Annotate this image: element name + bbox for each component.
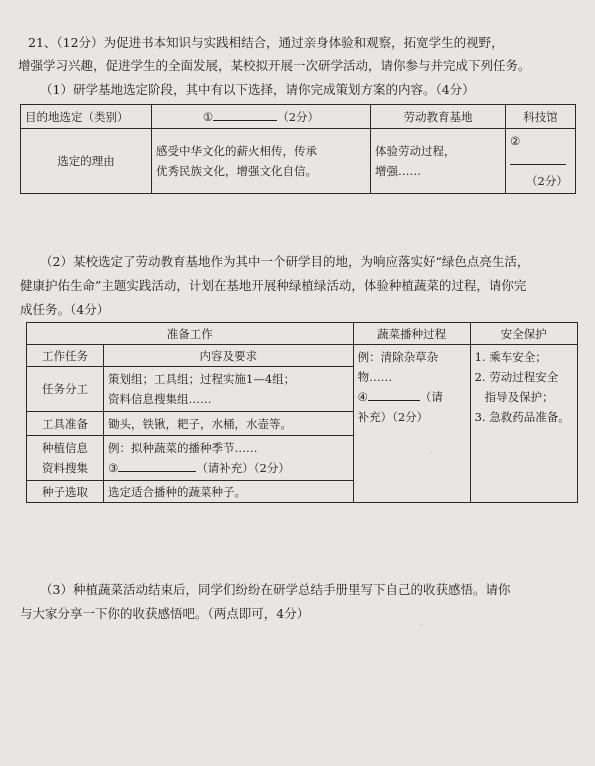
part3-line2: 与大家分享一下你的收获感悟吧。（两点即可，4分） [20, 606, 310, 621]
info-cell: 例：拟种蔬菜的播种季节…… ③ （请补充）（2分） [104, 436, 354, 481]
labor-reason-cell: 体验劳动过程， 增强…… [371, 129, 506, 194]
bleed-through-mark: · [420, 620, 424, 631]
row-tools: 工具准备 [27, 412, 104, 436]
part2-prompt-line3: 成任务。（4分） [20, 302, 110, 317]
col-task: 工作任务 [27, 345, 104, 367]
part1-table [20, 104, 576, 194]
part2-table [26, 322, 578, 503]
part1-prompt: （1）研学基地选定阶段，其中有以下选择，请你完成策划方案的内容。（4分） [40, 82, 475, 97]
division-cell: 策划组；工具组；过程实施1—4组； 资料信息搜集组…… [104, 367, 354, 412]
col-content: 内容及要求 [104, 345, 354, 367]
question-intro-line1: 21、（12分）为促进书本知识与实践相结合，通过亲身体验和观察，拓宽学生的视野， [28, 35, 504, 50]
row-seed: 种子选取 [27, 481, 104, 503]
header-prep: 准备工作 [27, 323, 354, 345]
labor-base-cell: 劳动教育基地 [371, 105, 506, 129]
blank1-cell: ① （2分） [152, 105, 371, 129]
question-number: 21、 [28, 35, 57, 50]
safety-cell: 1. 乘车安全； 2. 劳动过程安全 指导及保护； 3. 急救药品准备。 [470, 345, 577, 503]
row-info: 种植信息 资料搜集 [27, 436, 104, 481]
process-cell: 例：清除杂草杂 物…… ④ （请 补充）（2分） [353, 345, 470, 503]
culture-reason-cell: 感受中华文化的薪火相传，传承 优秀民族文化，增强文化自信。 [152, 129, 371, 194]
part2-prompt-line1: （2）某校选定了劳动教育基地作为其中一个研学目的地，为响应落实好“绿色点亮生活， [40, 254, 530, 269]
science-museum-cell: 科技馆 [506, 105, 576, 129]
question-score: （12分） [56, 35, 104, 50]
answer-blank-2[interactable] [510, 164, 566, 165]
part2-prompt-line2: 健康护佑生命”主题实践活动，计划在基地开展种绿植绿活动，体验种植蔬菜的过程，请你完 [20, 278, 527, 293]
answer-blank-3[interactable] [118, 471, 196, 472]
seed-cell: 选定适合播种的蔬菜种子。 [104, 481, 354, 503]
row1-label: 目的地选定（类别） [21, 105, 152, 129]
row-division: 任务分工 [27, 367, 104, 412]
answer-blank-1[interactable] [213, 120, 277, 121]
part3-line1: （3）种植蔬菜活动结束后，同学们纷纷在研学总结手册里写下自己的收获感悟。请你 [40, 582, 511, 597]
tools-cell: 锄头，铁锹，耙子，水桶，水壶等。 [104, 412, 354, 436]
bleed-through-mark: · [430, 448, 434, 459]
answer-blank-4[interactable] [368, 400, 420, 401]
blank2-cell: ② （2分） [506, 129, 576, 194]
row2-label: 选定的理由 [21, 129, 152, 194]
header-process: 蔬菜播种过程 [353, 323, 470, 345]
question-intro-line2: 增强学习兴趣，促进学生的全面发展，某校拟开展一次研学活动，请你参与并完成下列任务。 [18, 58, 531, 73]
header-safety: 安全保护 [470, 323, 577, 345]
